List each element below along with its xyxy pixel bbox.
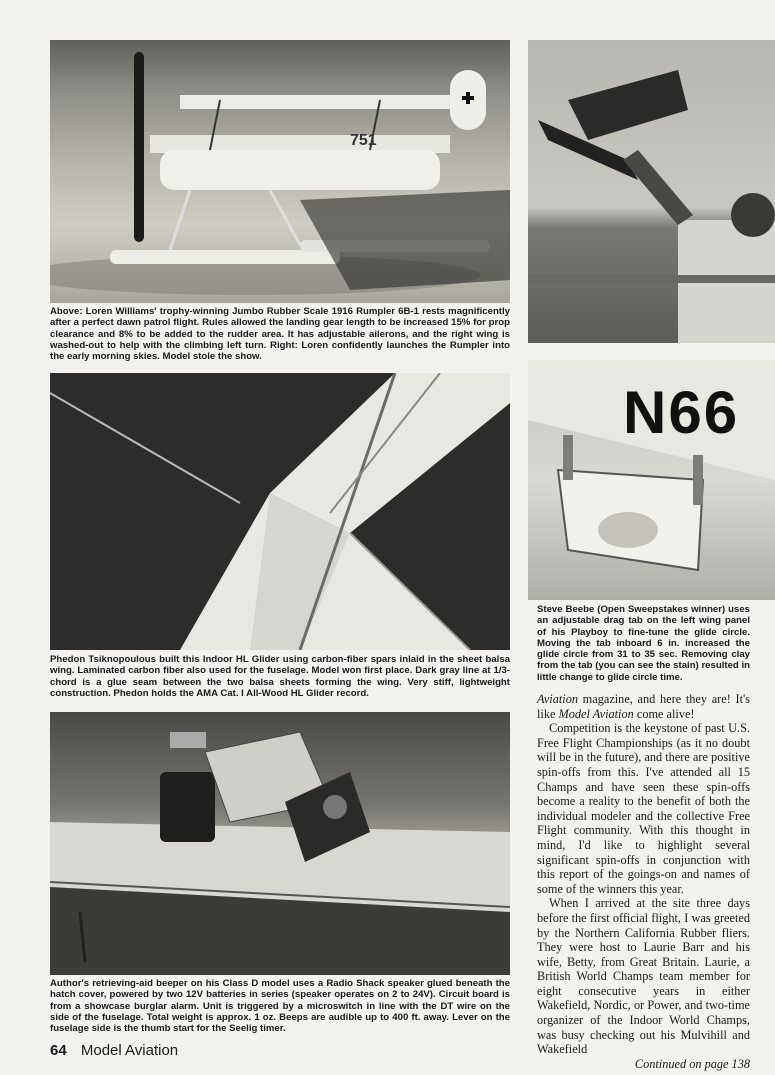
photo-hl-glider [50,373,510,650]
caption-glider: Phedon Tsiknopoulous built this Indoor HL Glider using carbon-fiber spars inlaid in the sheet balsa wing. Laminated carbon fiber also used for the fuselage. Model won first place. Dark gray line at 1/3-chord is a glue seam between the two balsa sheets forming the wing. Very stiff, lightweight construction. Phedon holds the AMA Cat. I All-Wood HL Glider record. [50,654,510,699]
photo-drag-tab [528,360,775,600]
photo-rumpler-ground [50,40,510,303]
article-paragraph-3: When I arrived at the site three days before the first official flight, I was greeted by the Northern California Rubber fliers. They were host to Laurie Barr and his wife, Betty, from Great Britain. Laurie, a British World Champs team member for eight consecutive years in either Wakefield, Nordic, or Power, and two-time organizer of the Indoor World Champs, was busy checking out his Mulvihill and Wakefield [537,896,750,1057]
rumpler-fuselage-number: 751 [350,132,377,149]
tail-number: N66 [623,379,740,446]
caption-beebe: Steve Beebe (Open Sweepstakes winner) uses an adjustable drag tab on the left wing panel of his Playboy to fine-tune the glide circle. Moving the tab inboard 6 in. increased the glide circle from 31 to 35 sec. Removing clay from the tab (you can see the stain) resulted in little change to glide circle time. [537,604,750,683]
continued-link[interactable]: Continued on page 138 [634,1056,750,1071]
magazine-name: Model Aviation [80,1042,179,1059]
page-footer [50,1042,178,1059]
photo-beeper [50,712,510,975]
photo-rumpler-launch [528,40,775,343]
article-paragraph-2: Competition is the keystone of past U.S. Free Flight Championships (as it no doubt will be in the future), and there are positive spin-offs from this. I've attended all 15 Champs and have seen these spin-offs become a reality to the benefit of both the individual modeler and the collective Free Flight community. With this thought in mind, I'd like to highlight several significant spin-offs in conjunction with this report of the goings-on and names of some of the winners this year. [537,721,750,896]
article-body [537,692,750,1071]
article-paragraph-1: Aviation magazine, and here they are! It's like Model Aviation come alive! [537,692,750,721]
page-number: 64 [50,1042,67,1059]
caption-rumpler: Above: Loren Williams' trophy-winning Jumbo Rubber Scale 1916 Rumpler 6B-1 rests magnificently after a perfect dawn patrol flight. Rules allowed the landing gear length to be increased 15% for prop clearance and 8% to be added to the rudder area. It has adjustable ailerons, and the right wing is washed-out to help with the climbing left turn. Right: Loren confidently launches the Rumpler into the early morning skies. Model stole the show. [50,306,510,363]
caption-beeper: Author's retrieving-aid beeper on his Class D model uses a Radio Shack speaker glued beneath the hatch cover, powered by two 12V batteries in series (speaker operates on 2 to 24V). Circuit board is from a showcase burglar alarm. Unit is triggered by a microswitch in line with the DT wire on the side of the fuselage. Total weight is approx. 1 oz. Beeps are audible up to 400 ft. away. Lever on the fuselage side is the thumb start for the Seelig timer. [50,978,510,1035]
